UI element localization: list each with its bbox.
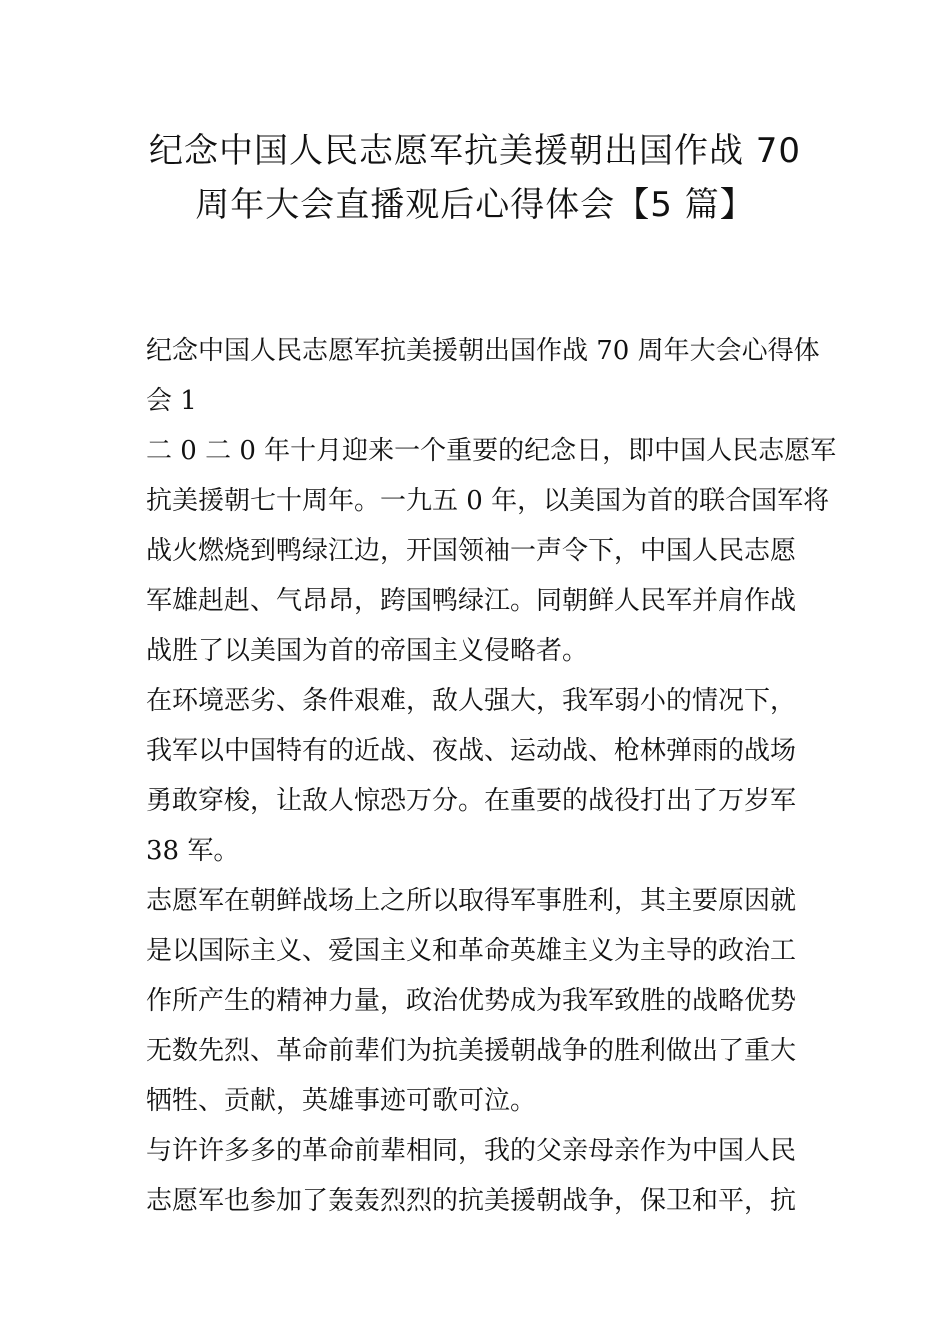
body-line: 无数先烈、革命前辈们为抗美援朝战争的胜利做出了重大 [146,1036,797,1066]
title-line: 纪念中国人民志愿军抗美援朝出国作战 70 [148,131,802,171]
body-line: 志愿军在朝鲜战场上之所以取得军事胜利，其主要原因就 [146,886,797,916]
body-line: 作所产生的精神力量，政治优势成为我军致胜的战略优势 [146,986,797,1016]
document-title [120,124,830,232]
body-line: 战胜了以美国为首的帝国主义侵略者。 [146,636,589,666]
body-line: 战火燃烧到鸭绿江边，开国领袖一声令下，中国人民志愿 [146,536,797,566]
body-line: 二 0 二 0 年十月迎来一个重要的纪念日，即中国人民志愿军 [146,436,837,466]
body-line: 我军以中国特有的近战、夜战、运动战、枪林弹雨的战场 [146,736,797,766]
body-line: 38 军。 [146,836,240,866]
title-line: 周年大会直播观后心得体会【5 篇】 [195,185,755,225]
body-line: 志愿军也参加了轰轰烈烈的抗美援朝战争，保卫和平，抗 [146,1186,797,1216]
body-line: 与许许多多的革命前辈相同，我的父亲母亲作为中国人民 [146,1136,797,1166]
body-line: 军雄赳赳、气昂昂，跨国鸭绿江。同朝鲜人民军并肩作战 [146,586,797,616]
body-line: 纪念中国人民志愿军抗美援朝出国作战 70 周年大会心得体 [146,336,820,366]
document-body [146,326,837,1226]
body-line: 在环境恶劣、条件艰难，敌人强大，我军弱小的情况下， [146,686,797,716]
body-line: 是以国际主义、爱国主义和革命英雄主义为主导的政治工 [146,936,797,966]
body-line: 牺牲、贡献，英雄事迹可歌可泣。 [146,1086,537,1116]
body-line: 勇敢穿梭，让敌人惊恐万分。在重要的战役打出了万岁军 [146,786,797,816]
body-line: 会 1 [146,386,197,416]
body-line: 抗美援朝七十周年。一九五 0 年，以美国为首的联合国军将 [146,486,830,516]
